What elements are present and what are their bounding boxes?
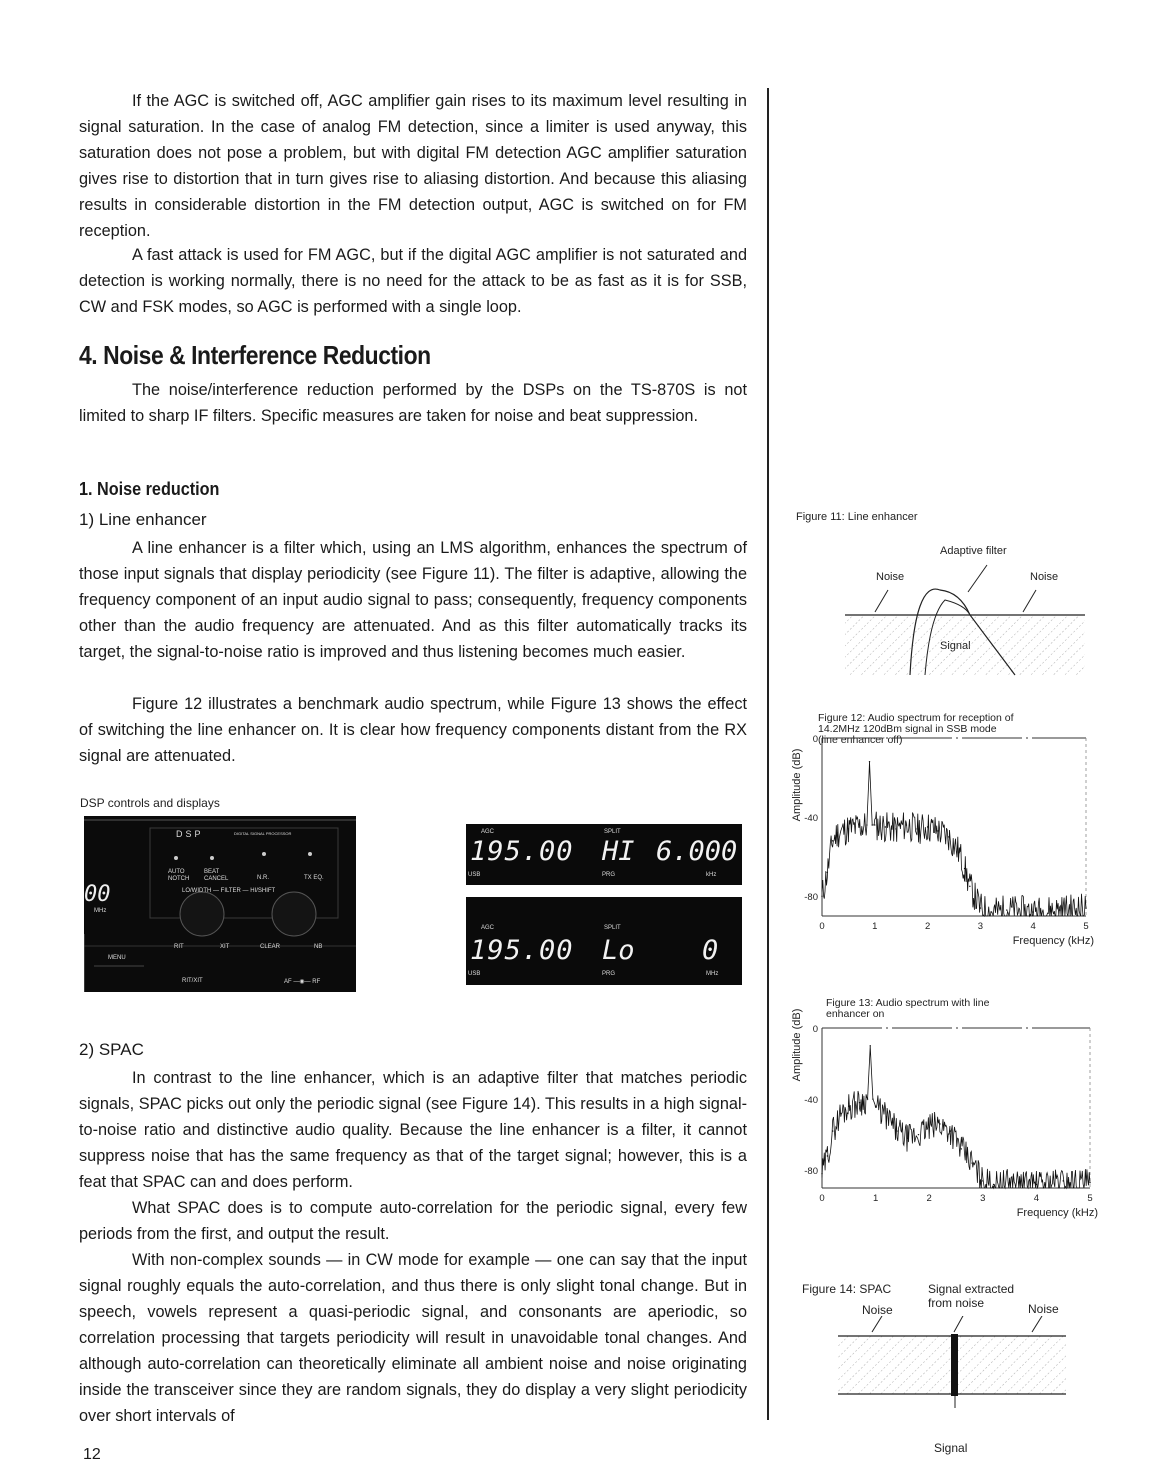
fig13-data-point [939, 1123, 940, 1124]
fig13-data-point [993, 1184, 994, 1185]
fig13-data-point [867, 1098, 868, 1099]
fig14-signal-bar [951, 1334, 958, 1396]
dsp-mhz-label: MHz [94, 908, 107, 914]
fig11-noise-right: Noise [1030, 571, 1059, 583]
lcd-top-unit: kHz [706, 872, 717, 878]
lcd-top-frequency: 195.00 [470, 836, 574, 867]
fig12-data-point [858, 826, 859, 827]
lcd-bottom-split: SPLIT [604, 925, 621, 931]
fig12-series-line [822, 762, 1086, 916]
fig12-data-point [1085, 907, 1086, 908]
fig12-xtick-label: 0 [819, 921, 825, 932]
rit-button[interactable]: RIT [174, 944, 184, 950]
fig13-title-line: Figure 13: Audio spectrum with line [826, 997, 990, 1009]
fig12-data-point [990, 911, 991, 912]
fig12-xtick-label: 3 [977, 921, 984, 932]
fig12-title-line: Figure 12: Audio spectrum for reception of [818, 712, 1014, 724]
fig12-data-point [969, 886, 970, 887]
fig11-noise-band [845, 615, 1085, 675]
fig12-data-point [959, 852, 960, 853]
fig13-series-line [822, 1046, 1090, 1188]
lcd-top-prg: PRG [602, 872, 616, 878]
fig12-data-point [906, 824, 907, 825]
fig13-chart [782, 990, 1100, 1220]
lcd-top-mode: HI [602, 836, 635, 867]
fig13-data-point [848, 1106, 849, 1107]
fig12-data-point [948, 836, 949, 837]
fig12-data-point [837, 832, 838, 833]
fig12-xtick-label: 1 [872, 921, 878, 932]
fig12-title-line: (line enhancer off) [818, 734, 903, 746]
fig13-data-point [832, 1130, 833, 1131]
af-rf-knob[interactable]: AF —◉— RF [284, 979, 321, 985]
lcd-display-top [466, 824, 742, 885]
fig14-diagram [834, 1316, 1070, 1441]
fig12-ytick-label: -80 [804, 892, 818, 904]
fig13-data-point [872, 1098, 873, 1099]
dsp-control-panel [84, 816, 356, 992]
fig13-ylabel: Amplitude (dB) [791, 1008, 803, 1082]
lcd-top-usb: USB [468, 872, 481, 878]
fig13-data-point [840, 1113, 841, 1114]
dsp-panel-drawing [84, 816, 356, 992]
dsp-logo: DSP [176, 829, 204, 839]
fig13-ytick-label: 0 [812, 1024, 818, 1035]
fig12-data-point [964, 868, 965, 869]
tx-eq-button[interactable]: TX EQ. [304, 875, 324, 881]
fig14-caption: Figure 14: SPAC [802, 1282, 892, 1296]
paragraph-benchmark: Figure 12 illustrates a benchmark audio spectrum, while Figure 13 shows the effect of switching the line enhancer on. It is clear how frequency components distant from the RX signal are attenuated. [79, 695, 747, 765]
fig13-data-point [896, 1130, 897, 1131]
fig14-from-noise-label: from noise [928, 1296, 985, 1310]
paragraph-agc-off: If the AGC is switched off, AGC amplifier gain rises to its maximum level resulting in signal saturation. In the case of analog FM detection, since a limiter is used anyway, this saturation does not pose a problem, but with digital FM detection AGC amplifier saturation gives rise to distortion that in turn gives rise to aliasing distortion. And because this aliasing results in considerable distortion in the FM detection output, AGC is switched on for FM reception. [79, 92, 747, 240]
fig12-data-point [869, 761, 870, 762]
dsp-photo-caption: DSP controls and displays [80, 796, 220, 810]
paragraph-autocorrelation: What SPAC does is to compute auto-correlation for the periodic signal, every few periods from the first, and output the result. [79, 1199, 747, 1243]
xit-button[interactable]: XIT [220, 944, 230, 950]
fig13-data-point [1089, 1182, 1090, 1183]
fig13-xlabel: Frequency (kHz) [1016, 1207, 1098, 1219]
clear-button[interactable]: CLEAR [260, 944, 281, 950]
fig13-title-line: enhancer on [826, 1008, 885, 1020]
fig12-data-point [927, 826, 928, 827]
fig12-ytick-label: 0 [812, 734, 818, 745]
rit-xit-knob[interactable]: RIT/XIT [182, 978, 203, 984]
fig13-data-point [870, 1045, 871, 1046]
line-enhancer-title: 1) Line enhancer [79, 510, 207, 529]
lcd-top-value: 6.000 [656, 836, 738, 867]
column-divider [767, 88, 769, 1420]
fig14-extracted-label: Signal extracted [928, 1282, 1015, 1296]
auto-notch-button[interactable]: AUTO NOTCH [168, 869, 190, 882]
lcd-bottom-mode: Lo [602, 935, 635, 966]
menu-button[interactable]: MENU [108, 955, 126, 961]
fig13-data-point [982, 1180, 983, 1181]
page-number: 12 [83, 1446, 101, 1463]
fig12-xtick-label: 4 [1030, 921, 1036, 932]
fig13-data-point [1009, 1182, 1010, 1183]
fig12-data-point [1059, 909, 1060, 910]
fig12-data-point [885, 826, 886, 827]
fig13-data-point [1063, 1180, 1064, 1181]
fig12-chart [782, 705, 1100, 965]
beat-cancel-button[interactable]: BEAT CANCEL [204, 869, 229, 882]
lcd-bottom-prg: PRG [602, 971, 616, 977]
fig12-ylabel: Amplitude (dB) [791, 748, 803, 822]
fig11-diagram [840, 560, 1085, 680]
fig12-data-point [1033, 911, 1034, 912]
fig12-data-point [871, 824, 872, 825]
fig12-data-point [937, 830, 938, 831]
paragraph-fm-agc: A fast attack is used for FM AGC, but if the digital AGC amplifier is not saturated and detection is working normally, there is no need for the attack to be as fast as it is for SSB, CW and FSK modes, so AGC is performed with a single loop. [79, 246, 747, 316]
fig13-data-point [827, 1155, 828, 1156]
fig13-data-point [918, 1134, 919, 1135]
dsp-panel-title: DIGITAL SIGNAL PROCESSOR [234, 831, 292, 836]
paragraph-line-enhancer: A line enhancer is a filter which, using an LMS algorithm, enhances the spectrum of those input signals that display periodicity (see Figure 11). The filter is adaptive, allowing the frequency component of an input audio signal to pass; consequently, frequency components other than the audio frequency are attenuated. And as this filter automatically tracks its target, the signal-to-noise ratio is improved and thus listening becomes much easier. [79, 539, 747, 661]
fig13-xtick-label: 3 [980, 1193, 986, 1204]
fig13-data-point [929, 1127, 930, 1128]
fig12-xlabel: Frequency (kHz) [1012, 935, 1094, 947]
fig13-data-point [859, 1102, 860, 1103]
fig12-data-point [866, 824, 867, 825]
lcd-bottom-agc: AGC [481, 925, 495, 931]
fig12-data-point [848, 828, 849, 829]
paragraph-speech: With non-complex sounds — in CW mode for example — one can say that the input signal roughly equals the auto-correlation, and thus there is only slight tonal change. But in speech, vowels represent a quasi-periodic signal, and consonants are aperiodic, so correlation processing that targets periodicity will result in unavoidable tonal changes. And although auto-correlation can theoretically eliminate all ambient noise and noise originating inside the transceiver since they are random signals, they do display a very slight periodicity over short intervals of [79, 1251, 747, 1425]
fig13-ytick-label: -40 [804, 1095, 818, 1107]
noise-reduction-button[interactable]: N.R. [257, 875, 269, 881]
lcd-bottom-frequency: 195.00 [470, 935, 574, 966]
fig12-data-point [827, 872, 828, 873]
lcd-top-split: SPLIT [604, 829, 621, 835]
fig14-noise-left: Noise [862, 1303, 893, 1317]
fig13-data-point [950, 1130, 951, 1131]
lcd-bottom-value: 0 [702, 935, 719, 966]
lcd-bottom-usb: USB [468, 971, 481, 977]
fig13-data-point [907, 1138, 908, 1139]
fig12-xtick-label: 5 [1083, 921, 1089, 932]
subsection-heading: 1. Noise reduction [79, 479, 220, 499]
fig13-data-point [961, 1148, 962, 1149]
lcd-top-agc: AGC [481, 829, 495, 835]
fig14-noise-right: Noise [1028, 1302, 1059, 1316]
fig12-data-point [916, 828, 917, 829]
fig13-xtick-label: 1 [872, 1193, 879, 1204]
fig12-data-point [874, 824, 875, 825]
lcd-bottom-unit: MHz [706, 971, 719, 977]
section-heading: 4. Noise & Interference Reduction [79, 340, 431, 370]
fig13-ytick-label: -80 [804, 1166, 818, 1178]
lcd-display-bottom [466, 897, 742, 985]
fig13-xtick-label: 0 [819, 1193, 825, 1204]
fig12-title-line: 14.2MHz 120dBm signal in SSB mode [818, 723, 997, 735]
nb-button[interactable]: NB [314, 944, 323, 950]
fig14-signal-label: Signal [934, 1441, 968, 1455]
fig13-data-point [821, 1173, 822, 1174]
fig11-caption: Figure 11: Line enhancer [796, 511, 918, 523]
fig12-data-point [895, 828, 896, 829]
fig12-ytick-label: -40 [804, 813, 818, 825]
filter-label: LO/WIDTH — FILTER — HI/SHIFT [182, 888, 276, 894]
fig13-xtick-label: 2 [926, 1193, 932, 1204]
fig11-adaptive-label: Adaptive filter [940, 545, 1007, 557]
fig12-data-point [980, 907, 981, 908]
spac-title: 2) SPAC [79, 1040, 144, 1059]
fig12-data-point [821, 896, 822, 897]
fig13-data-point [1036, 1184, 1037, 1185]
fig13-xtick-label: 5 [1087, 1193, 1093, 1204]
fig12-data-point [832, 840, 833, 841]
fig13-xtick-label: 4 [1033, 1193, 1040, 1204]
fig11-noise-left: Noise [876, 571, 905, 583]
fig13-data-point [875, 1106, 876, 1107]
paragraph-spac: In contrast to the line enhancer, which is an adaptive filter that matches periodic signals, SPAC picks out only the periodic signal (see Figure 14). This results in a high signal-to-noise ratio and distinctive audio quality. Because the line enhancer is a filter, it cannot suppress noise that has the same frequency as that of the target signal; however, this is a feat that SPAC can and does perform. [79, 1069, 747, 1191]
fig13-data-point [971, 1162, 972, 1163]
fig12-data-point [1006, 909, 1007, 910]
fig12-xtick-label: 2 [924, 921, 931, 932]
paragraph-intro: The noise/interference reduction performed by the DSPs on the TS-870S is not limited to sharp IF filters. Specific measures are taken for noise and beat suppression. [79, 381, 747, 425]
fig13-data-point [886, 1116, 887, 1117]
dsp-frequency-digits: 00 [84, 882, 111, 907]
